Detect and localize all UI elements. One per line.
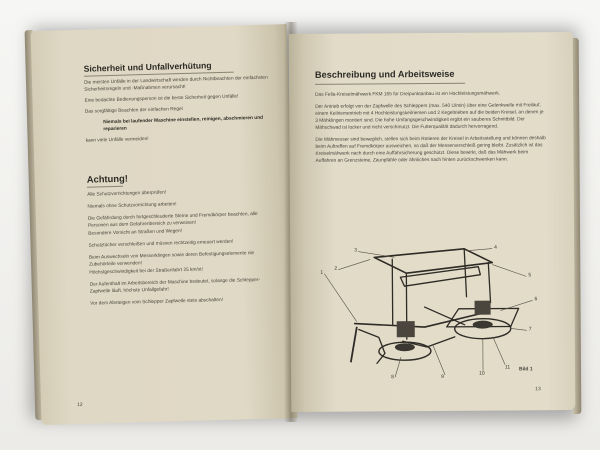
right-page-number: 13 [535,386,541,393]
warning-item: Höchstgeschwindigkeit bei der Straßenfahrt 25 km/st! [89,267,203,276]
description-paragraph: Das Fella-Kreiselmähwerk FKM 165 für Dreipunktanbau ist ein Hochleistungsmähwerk. [315,91,501,98]
safety-heading: Sicherheit und Unfallverhütung [83,60,212,74]
description-body [315,90,548,166]
mower-drawing [314,228,547,380]
right-page [289,32,576,412]
mower-figure [314,228,547,380]
safety-intro [84,74,276,145]
left-page-number: 12 [76,401,83,409]
warning-item: Besondere Vorsicht an Straßen und Wegen! [88,229,183,237]
intro-text: Die meisten Unfälle in der Landwirtschaft werden durch Nichtbeachten der einfachsten Sicherheitsregeln und -Maßnahmen verursacht! [84,75,268,93]
figure-label: 3 [354,247,357,254]
warning-item: Alle Schutzvorrichtungen überprüfen! [87,190,167,198]
rule-intro: Das sorgfältige Beachten der einfachen Regel [84,107,183,115]
figure-label: 1 [320,269,324,276]
warning-item: Vor dem Absteigen vom Schlepper Zapfwelle stets abschalten! [90,297,224,307]
figure-label: 2 [334,265,338,272]
warning-item: Niemals ohne Schutzvorrichtung arbeiten! [87,202,177,210]
figure-label: 5 [528,272,532,279]
figure-label: 10 [479,370,485,377]
figure-label: 6 [534,296,538,303]
description-paragraph: Die Mähmesser sind beweglich, stellen sich beim Rotieren der Kreisel in Arbeitsstellung und können deshalb beim Auftreffen auf Fremdkörper ausweichen, so daß der Messerverschleiß gering bleibt. Zusätzlich ist das Kreiselmähwerk nach durch eine Auffahrsicherung geschützt. Diese bewirkt, daß das Mähwerk beim Auffahren an Grenzsteine, Zaunpfähle oder ähnliches nach hinten zurückschwenken kann. [315,136,546,164]
warning-list [87,186,280,308]
left-page [31,24,298,425]
warning-underline [87,186,123,188]
warning-heading: Achtung! [86,172,129,185]
figure-caption: Bild 1 [519,366,533,373]
figure-label: 8 [391,374,394,380]
figure-label: 4 [494,244,497,251]
rule-outro: kann viele Unfälle vermeiden! [85,136,149,144]
rule-bold: Niemals bei laufender Maschine einstellen, reinigen, abschmieren und reparieren [103,115,264,133]
description-paragraph: Der Antrieb erfolgt von der Zapfwelle des Schleppers (max. 540 U/min) über eine Gelenkwelle mit Freilauf, einem Keilriementrieb mit 4 Hochleistungskeilriemen und 2 Kegeltrieben auf die beiden Kreisel, an denen je 3 Mähklingen montiert sind. Die hohe Umfangsgeschwindigkeit ergibt ein sauberes Schnittbild. Der Mähschwad ist locker und nicht verschmutzt. Die Futterqualität dadurch hervorragend. [315,103,544,131]
figure-label: 7 [528,326,532,333]
description-underline [315,83,465,85]
figure-label: 9 [441,373,444,380]
warning-item: Die Gefährdung durch fortgeschleuderte Steine und Fremdkörper beachten, alle Personen aus dem Gefahrenbereich zu verweisen! [87,211,258,229]
warning-item: Der Aufenthalt im Arbeitsbereich der Maschine bedeutet, solange die Schlepper-Zapfwelle läuft, höchste Unfallgefahr! [89,277,261,295]
warning-item: Beim Auswechseln von Messerklingen sowie deren Befestigungselemente nie Zubehörteile verwenden! [88,251,255,268]
warning-item: Schutztücher verschleißen und müssen rechtzeitig erneuert werden! [88,239,234,249]
description-heading: Beschreibung und Arbeitsweise [314,68,455,80]
figure-label: 11 [504,364,511,371]
rule-line: Eine bedachte Bedienungsperson ist die beste Sicherheit gegen Unfälle! [84,94,239,104]
